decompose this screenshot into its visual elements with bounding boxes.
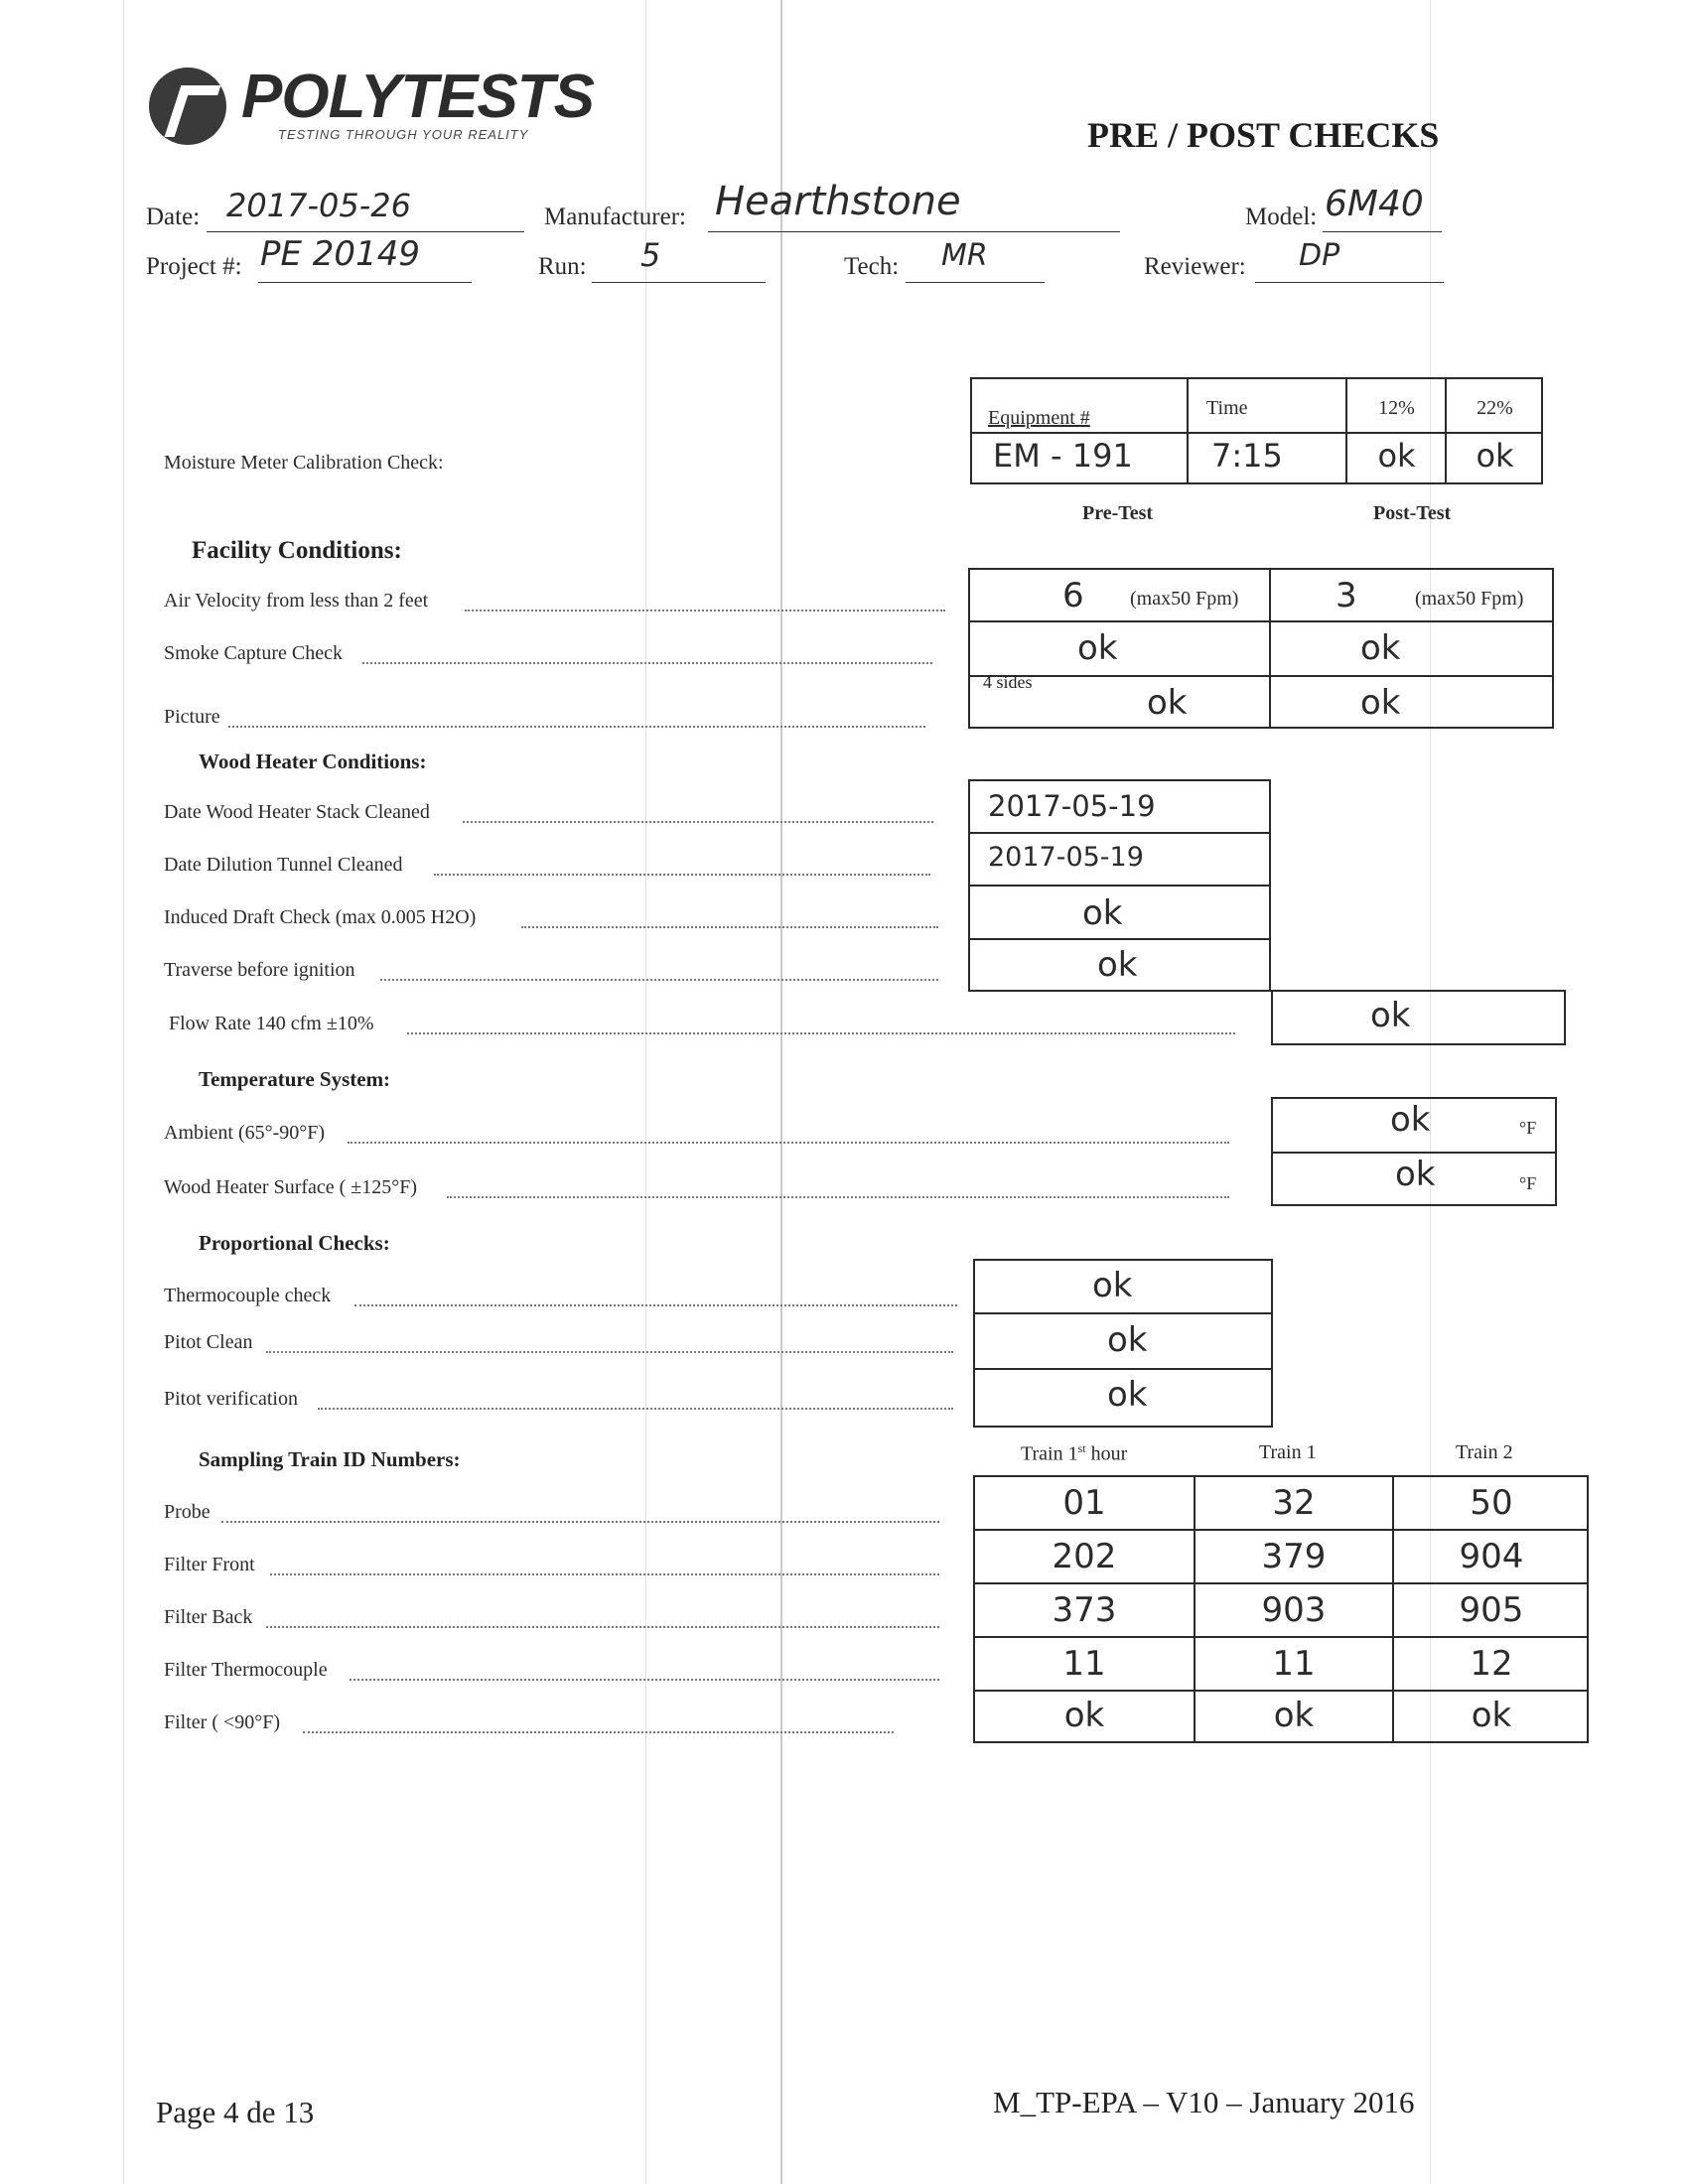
filter-thermocouple-train-2: 12 bbox=[1470, 1644, 1513, 1684]
filter-back-train-1: 903 bbox=[1261, 1590, 1327, 1630]
leader-dots bbox=[465, 610, 945, 612]
run-underline bbox=[592, 281, 766, 283]
model-underline bbox=[1323, 230, 1442, 232]
pitot-verification-value: ok bbox=[1107, 1375, 1148, 1415]
stack-cleaned-value: 2017-05-19 bbox=[988, 789, 1156, 823]
surface-unit: °F bbox=[1519, 1173, 1537, 1193]
ambient-label: Ambient (65°-90°F) bbox=[164, 1122, 326, 1144]
probe-train-2: 50 bbox=[1470, 1483, 1513, 1523]
sampling-row-label: Filter ( <90°F) bbox=[164, 1711, 281, 1733]
moisture-header-equipment: Equipment # bbox=[988, 407, 1090, 429]
document-reference: M_TP-EPA – V10 – January 2016 bbox=[993, 2085, 1415, 2119]
air-velocity-label: Air Velocity from less than 2 feet bbox=[164, 590, 429, 612]
filter-back-train-first-hour: 373 bbox=[1052, 1590, 1117, 1630]
smoke-capture-label: Smoke Capture Check bbox=[164, 642, 343, 664]
model-value: 6M40 bbox=[1325, 184, 1424, 224]
draft-check-label: Induced Draft Check (max 0.005 H2O) bbox=[164, 906, 477, 928]
pitot-clean-label: Pitot Clean bbox=[164, 1331, 253, 1353]
surface-value: ok bbox=[1395, 1155, 1436, 1194]
draft-check-value: ok bbox=[1082, 893, 1123, 933]
picture-post-value: ok bbox=[1360, 683, 1401, 723]
sampling-heading: Sampling Train ID Numbers: bbox=[199, 1447, 461, 1471]
filter-front-train-first-hour: 202 bbox=[1052, 1537, 1117, 1576]
table-divider bbox=[973, 1636, 1589, 1638]
filter-thermocouple-train-first-hour: 11 bbox=[1062, 1644, 1106, 1684]
flow-rate-label: Flow Rate 140 cfm ±10% bbox=[169, 1013, 374, 1034]
traverse-value: ok bbox=[1097, 945, 1138, 985]
leader-dots bbox=[266, 1351, 953, 1353]
filter-front-train-2: 904 bbox=[1459, 1537, 1524, 1576]
date-label: Date: bbox=[146, 204, 201, 230]
project-label: Project #: bbox=[146, 253, 242, 280]
date-value: 2017-05-26 bbox=[226, 187, 411, 224]
sampling-row-label: Filter Thermocouple bbox=[164, 1659, 328, 1681]
leader-dots bbox=[407, 1032, 1235, 1034]
sampling-header-train-2: Train 2 bbox=[1456, 1441, 1513, 1463]
scan-artifact-line bbox=[780, 0, 782, 2184]
moisture-time-value: 7:15 bbox=[1211, 437, 1283, 475]
project-value: PE 20149 bbox=[260, 234, 420, 274]
manufacturer-label: Manufacturer: bbox=[544, 204, 686, 230]
ambient-unit: °F bbox=[1519, 1118, 1537, 1138]
run-value: 5 bbox=[640, 236, 661, 274]
reviewer-underline bbox=[1255, 281, 1444, 283]
tech-underline bbox=[906, 281, 1045, 283]
proportional-heading: Proportional Checks: bbox=[199, 1231, 390, 1255]
facility-heading: Facility Conditions: bbox=[192, 537, 402, 564]
date-underline bbox=[207, 230, 524, 232]
moisture-equipment-value: EM - 191 bbox=[993, 437, 1133, 475]
leader-dots bbox=[350, 1679, 939, 1681]
table-divider bbox=[973, 1368, 1273, 1370]
table-divider bbox=[973, 1582, 1589, 1584]
table-divider bbox=[968, 885, 1271, 887]
filter-front-train-1: 379 bbox=[1261, 1537, 1327, 1576]
filter-back-train-2: 905 bbox=[1459, 1590, 1524, 1630]
manufacturer-value: Hearthstone bbox=[715, 179, 961, 224]
air-velocity-post-value: 3 bbox=[1336, 576, 1357, 615]
tunnel-cleaned-value: 2017-05-19 bbox=[988, 842, 1144, 873]
table-divider bbox=[1345, 377, 1347, 484]
leader-dots bbox=[228, 726, 925, 728]
leader-dots bbox=[463, 821, 933, 823]
filter-thermocouple-train-1: 11 bbox=[1272, 1644, 1316, 1684]
moisture-22-value: ok bbox=[1476, 437, 1514, 475]
ambient-value: ok bbox=[1390, 1100, 1431, 1140]
moisture-12-value: ok bbox=[1377, 437, 1416, 475]
pre-test-header: Pre-Test bbox=[1082, 502, 1154, 524]
reviewer-label: Reviewer: bbox=[1144, 253, 1246, 280]
leader-dots bbox=[434, 874, 930, 876]
smoke-capture-pre-value: ok bbox=[1077, 628, 1118, 668]
flow-rate-box bbox=[1271, 990, 1566, 1045]
table-divider bbox=[968, 938, 1271, 940]
scan-artifact-line bbox=[1430, 0, 1431, 2184]
leader-dots bbox=[354, 1304, 957, 1306]
brand-name: POLYTESTS bbox=[241, 63, 595, 131]
tech-value: MR bbox=[941, 238, 988, 273]
sampling-row-label: Filter Back bbox=[164, 1606, 253, 1628]
post-test-header: Post-Test bbox=[1373, 502, 1452, 524]
sampling-header-train-first-hour: Train 1st hour bbox=[1021, 1441, 1128, 1465]
leader-dots bbox=[270, 1573, 939, 1575]
sampling-row-label: Filter Front bbox=[164, 1554, 255, 1575]
table-divider bbox=[1187, 377, 1189, 484]
sampling-header-train-1: Train 1 bbox=[1259, 1441, 1317, 1463]
table-divider bbox=[970, 432, 1543, 434]
filter-temp-train-first-hour: ok bbox=[1063, 1696, 1105, 1735]
pitot-verification-label: Pitot verification bbox=[164, 1388, 298, 1410]
manufacturer-underline bbox=[708, 230, 1120, 232]
wood-heater-heading: Wood Heater Conditions: bbox=[199, 750, 427, 773]
traverse-label: Traverse before ignition bbox=[164, 959, 355, 981]
picture-label: Picture bbox=[164, 706, 220, 728]
filter-temp-train-1: ok bbox=[1273, 1696, 1315, 1735]
leader-dots bbox=[521, 926, 938, 928]
surface-label: Wood Heater Surface ( ±125°F) bbox=[164, 1176, 418, 1198]
moisture-header-22: 22% bbox=[1477, 397, 1513, 419]
table-divider bbox=[973, 1690, 1589, 1692]
leader-dots bbox=[348, 1142, 1229, 1144]
thermocouple-label: Thermocouple check bbox=[164, 1285, 332, 1306]
model-label: Model: bbox=[1245, 204, 1318, 230]
polytests-logo-icon bbox=[149, 68, 226, 145]
air-velocity-post-unit: (max50 Fpm) bbox=[1415, 588, 1524, 610]
thermocouple-value: ok bbox=[1092, 1266, 1133, 1305]
picture-note: 4 sides bbox=[983, 672, 1033, 692]
air-velocity-pre-value: 6 bbox=[1062, 576, 1084, 615]
pitot-clean-value: ok bbox=[1107, 1320, 1148, 1360]
leader-dots bbox=[303, 1731, 894, 1733]
table-divider bbox=[1271, 1152, 1557, 1154]
probe-train-1: 32 bbox=[1272, 1483, 1316, 1523]
table-divider bbox=[973, 1312, 1273, 1314]
moisture-label: Moisture Meter Calibration Check: bbox=[164, 452, 444, 474]
picture-pre-value: ok bbox=[1147, 683, 1188, 723]
tech-label: Tech: bbox=[844, 253, 900, 280]
scan-artifact-line bbox=[645, 0, 646, 2184]
leader-dots bbox=[447, 1196, 1229, 1198]
tunnel-cleaned-label: Date Dilution Tunnel Cleaned bbox=[164, 854, 403, 876]
sampling-row-label: Probe bbox=[164, 1501, 211, 1523]
leader-dots bbox=[362, 662, 932, 664]
table-divider bbox=[973, 1529, 1589, 1531]
table-divider bbox=[968, 832, 1271, 834]
air-velocity-pre-unit: (max50 Fpm) bbox=[1130, 588, 1239, 610]
probe-train-first-hour: 01 bbox=[1062, 1483, 1106, 1523]
leader-dots bbox=[266, 1626, 939, 1628]
brand-tagline: TESTING THROUGH YOUR REALITY bbox=[278, 127, 529, 142]
leader-dots bbox=[221, 1521, 939, 1523]
project-underline bbox=[258, 281, 472, 283]
table-divider bbox=[968, 675, 1554, 677]
stack-cleaned-label: Date Wood Heater Stack Cleaned bbox=[164, 801, 430, 823]
run-label: Run: bbox=[538, 253, 587, 280]
filter-temp-train-2: ok bbox=[1471, 1696, 1512, 1735]
leader-dots bbox=[380, 979, 938, 981]
page-title: PRE / POST CHECKS bbox=[1087, 115, 1440, 155]
page-number: Page 4 de 13 bbox=[156, 2095, 315, 2129]
table-divider bbox=[1269, 568, 1271, 729]
moisture-header-time: Time bbox=[1206, 397, 1248, 419]
smoke-capture-post-value: ok bbox=[1360, 628, 1401, 668]
scan-artifact-line bbox=[123, 0, 124, 2184]
temperature-heading: Temperature System: bbox=[199, 1067, 391, 1091]
flow-rate-value: ok bbox=[1370, 996, 1411, 1035]
reviewer-value: DP bbox=[1299, 238, 1340, 273]
moisture-header-12: 12% bbox=[1378, 397, 1415, 419]
table-divider bbox=[968, 620, 1554, 622]
leader-dots bbox=[318, 1408, 953, 1410]
